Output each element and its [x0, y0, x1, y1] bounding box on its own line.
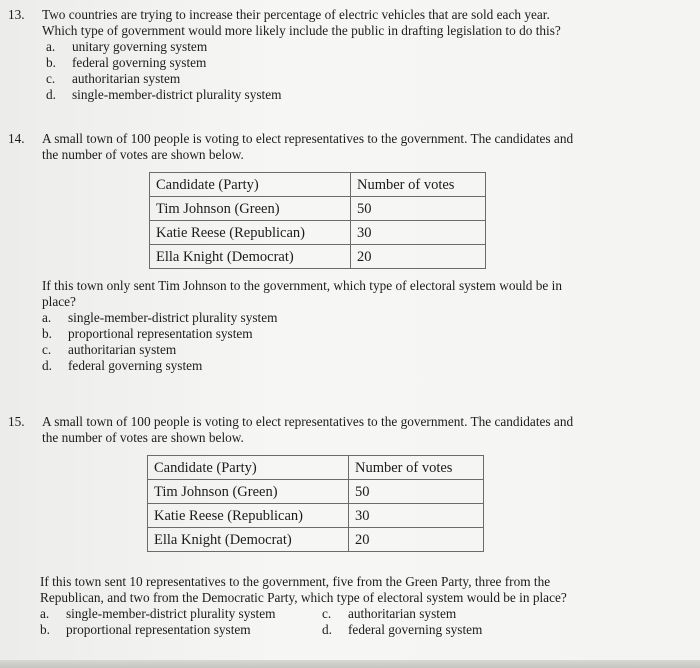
- page-bottom-edge: [0, 660, 700, 668]
- table-header-cell: Number of votes: [349, 456, 484, 480]
- table-cell: 50: [351, 197, 486, 221]
- option-c: c. authoritarian system: [322, 606, 457, 621]
- option-b: b. proportional representation system: [42, 326, 253, 341]
- table-cell: Tim Johnson (Green): [150, 197, 351, 221]
- table-cell: Ella Knight (Democrat): [148, 528, 349, 552]
- option-a: a. unitary governing system: [46, 39, 208, 54]
- option-b: b. federal governing system: [46, 55, 207, 70]
- table-cell: Katie Reese (Republican): [150, 221, 351, 245]
- question-number: 14.: [8, 131, 25, 146]
- table-header-cell: Candidate (Party): [148, 456, 349, 480]
- question-number: 13.: [8, 7, 25, 22]
- table-row: [150, 221, 486, 245]
- table-cell: 50: [349, 480, 484, 504]
- option-a: a. single-member-district plurality system: [42, 310, 278, 325]
- table-row: [148, 504, 484, 528]
- question-number: 15.: [8, 414, 25, 429]
- table-cell: Tim Johnson (Green): [148, 480, 349, 504]
- question-14: [8, 131, 688, 163]
- table-cell: 20: [351, 245, 486, 269]
- table-header-cell: Candidate (Party): [150, 173, 351, 197]
- table-row: [148, 528, 484, 552]
- option-a: a. single-member-district plurality system: [40, 606, 276, 621]
- question-15: [8, 414, 688, 446]
- table-cell: Ella Knight (Democrat): [150, 245, 351, 269]
- option-row: [40, 622, 685, 638]
- table-header-row: [150, 173, 486, 197]
- question-text-line: place?: [42, 294, 76, 309]
- table-row: [150, 245, 486, 269]
- table-header-cell: Number of votes: [351, 173, 486, 197]
- question-text-line: the number of votes are shown below.: [42, 430, 244, 445]
- votes-table: [149, 172, 486, 269]
- question-text-line: Republican, and two from the Democratic Party, which type of electoral system would be in place?: [40, 590, 567, 605]
- question-text-line: If this town sent 10 representatives to the government, five from the Green Party, three from the: [40, 574, 551, 589]
- table-row: [150, 197, 486, 221]
- option-c: c. authoritarian system: [42, 342, 177, 357]
- question-text-line: A small town of 100 people is voting to elect representatives to the government. The candidates and: [42, 131, 574, 146]
- table-cell: 30: [349, 504, 484, 528]
- option-row: [40, 606, 685, 622]
- option-c: c. authoritarian system: [46, 71, 181, 86]
- question-14-prompt: [42, 278, 682, 374]
- option-d: d. federal governing system: [322, 622, 483, 637]
- option-b: b. proportional representation system: [40, 622, 251, 637]
- question-text-line: Two countries are trying to increase their percentage of electric vehicles that are sold each year.: [42, 7, 550, 22]
- table-cell: 30: [351, 221, 486, 245]
- question-text-line: Which type of government would more likely include the public in drafting legislation to do this?: [42, 23, 561, 38]
- question-text-line: If this town only sent Tim Johnson to the government, which type of electoral system would be in: [42, 278, 563, 293]
- option-d: d. federal governing system: [42, 358, 203, 373]
- option-d: d. single-member-district plurality system: [46, 87, 282, 102]
- question-text-line: the number of votes are shown below.: [42, 147, 244, 162]
- table-row: [148, 480, 484, 504]
- votes-table: [147, 455, 484, 552]
- question-15-prompt: [40, 574, 685, 638]
- table-cell: Katie Reese (Republican): [148, 504, 349, 528]
- question-13: [8, 7, 688, 103]
- table-cell: 20: [349, 528, 484, 552]
- table-header-row: [148, 456, 484, 480]
- question-text-line: A small town of 100 people is voting to elect representatives to the government. The candidates and: [42, 414, 574, 429]
